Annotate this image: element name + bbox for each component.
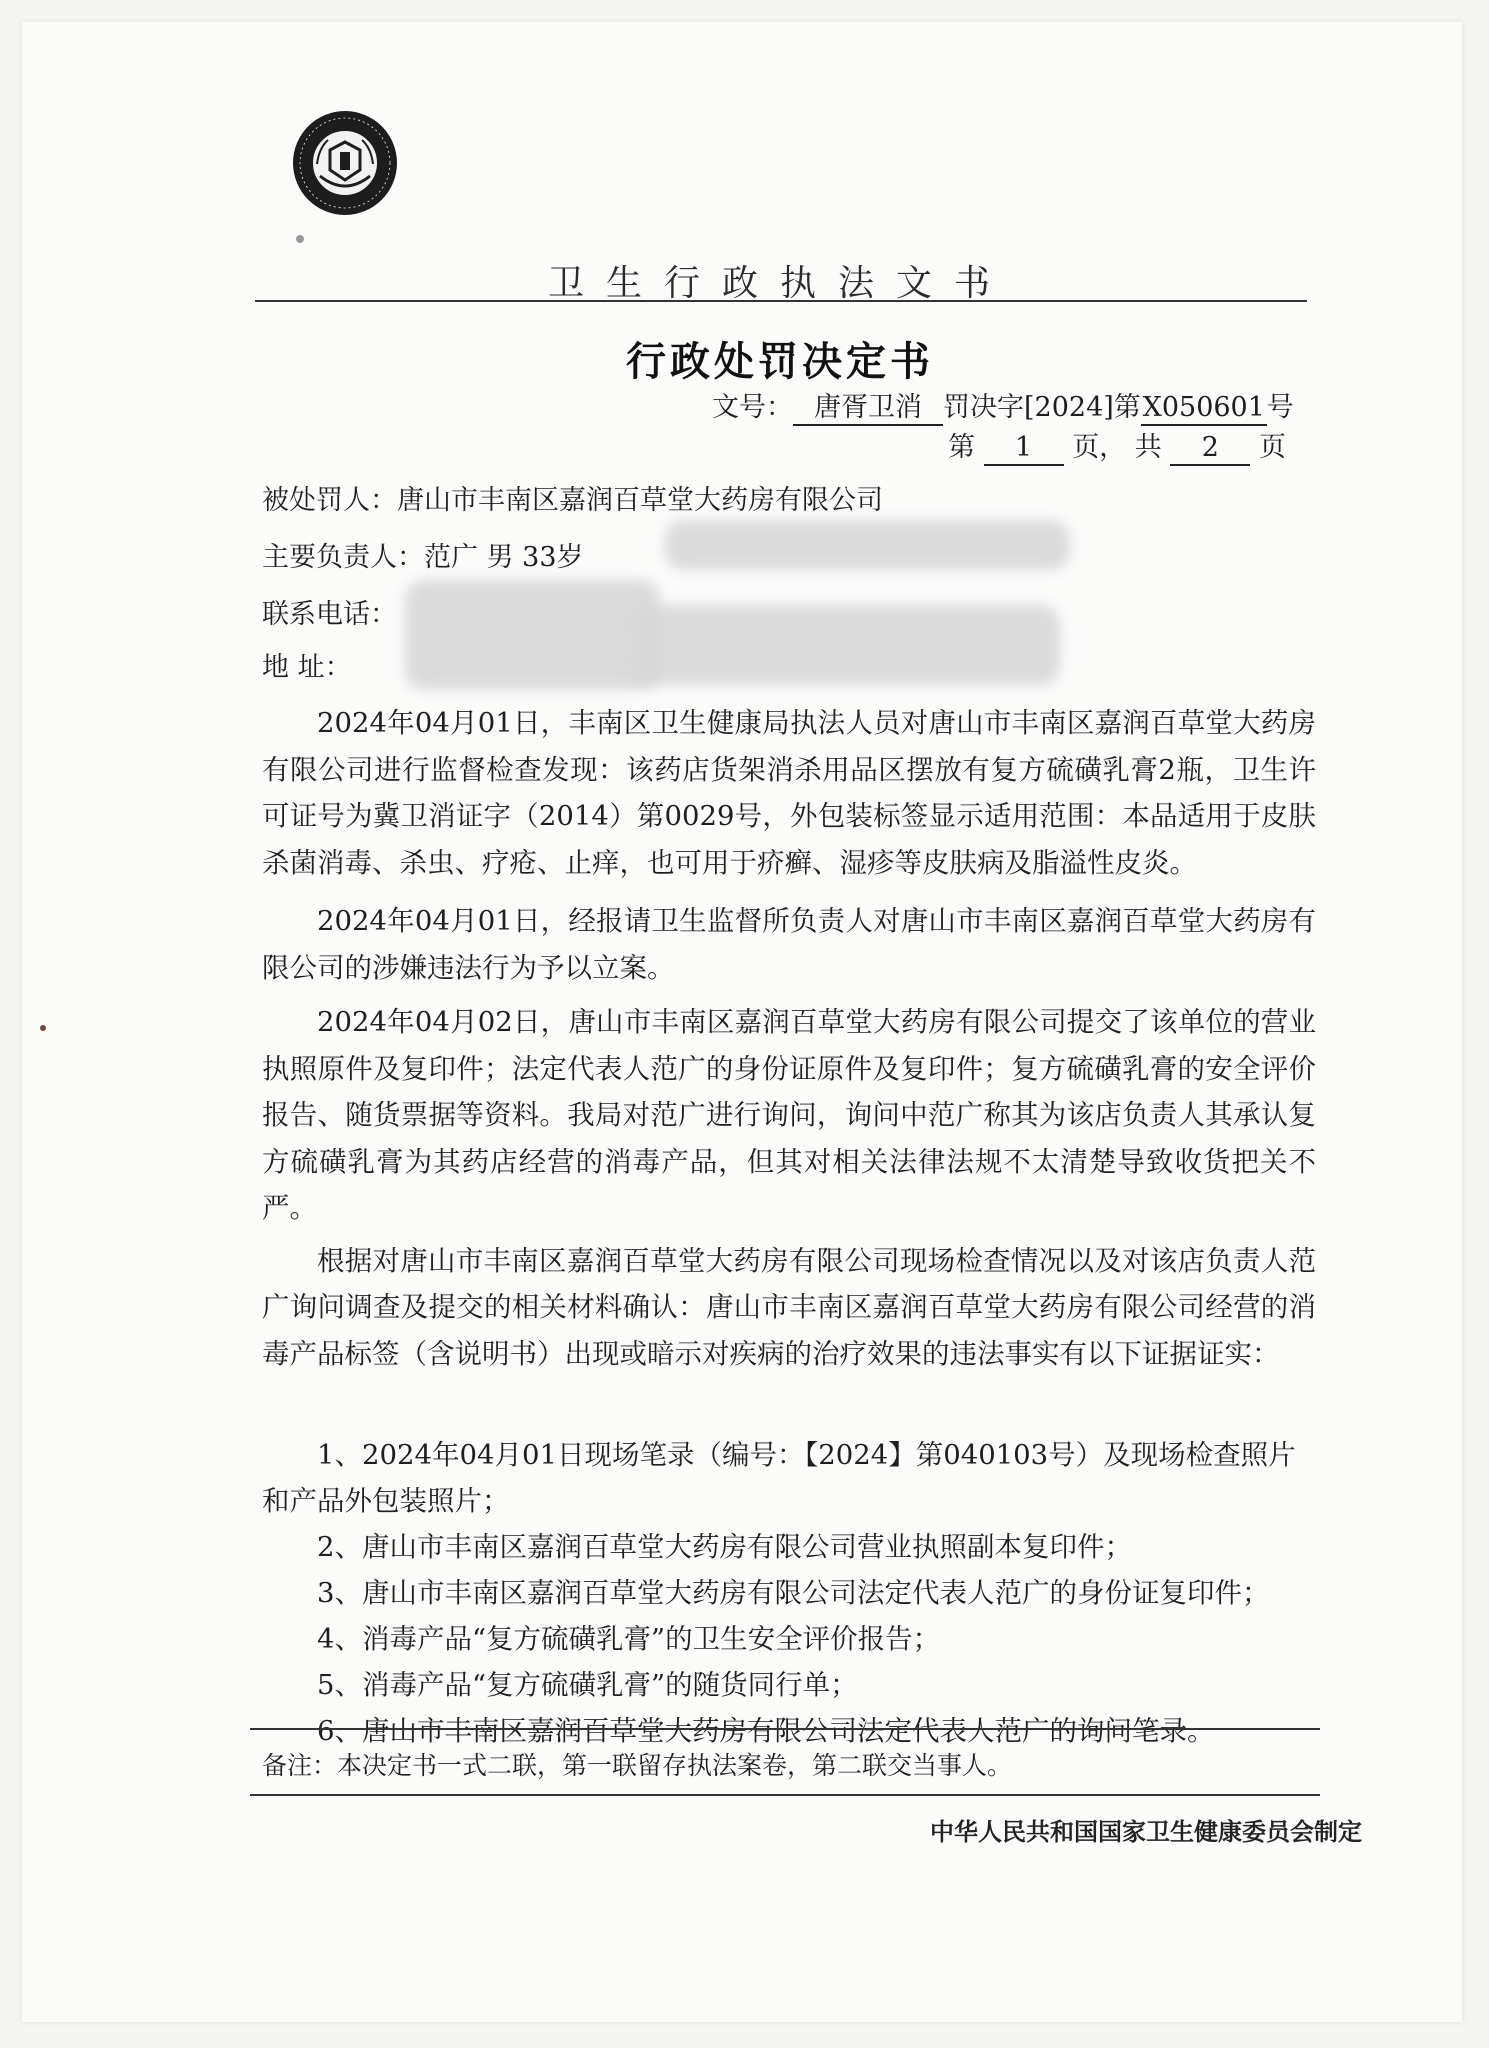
list-item: 5、消毒产品“复方硫磺乳膏”的随货同行单；: [317, 1669, 858, 1701]
doc-number-suffix: 号: [1266, 392, 1294, 423]
page-di: 第: [948, 432, 975, 463]
list-item: 1、2024年04月01日现场笔录（编号：【2024】第040103号）及现场检查照片和产品外包装照片；: [262, 1439, 1296, 1517]
party-head-label: 主要负责人：: [262, 542, 424, 573]
paragraph: 2024年04月01日，丰南区卫生健康局执法人员对唐山市丰南区嘉润百草堂大药房有限公司进行监督检查发现：该药店货架消杀用品区摆放有复方硫磺乳膏2瓶，卫生许可证号为冀卫消证字（2014）第0029号，外包装标签显示适用范围：本品适用于皮肤杀菌消毒、杀虫、疗疮、止痒，也可用于疥癣、湿疹等皮肤病及脂溢性皮炎。: [262, 707, 1316, 879]
body-text: [262, 700, 1316, 1377]
page-current: 1: [984, 432, 1064, 466]
doc-number-prefix: 唐胥卫消: [793, 392, 943, 426]
paper-speck: [296, 235, 304, 243]
party-address-label: 地 址：: [262, 652, 352, 683]
page-ye-gong: 页， 共: [1072, 432, 1162, 463]
party-name: 唐山市丰南区嘉润百草堂大药房有限公司: [397, 485, 883, 516]
redacted-region: [665, 520, 1070, 570]
footer-org: 中华人民共和国国家卫生健康委员会制定: [930, 1818, 1362, 1846]
series-title: 卫生行政执法文书: [547, 263, 1012, 304]
paragraph: 2024年04月02日，唐山市丰南区嘉润百草堂大药房有限公司提交了该单位的营业执照原件及复印件；法定代表人范广的身份证原件及复印件；复方硫磺乳膏的安全评价报告、随货票据等资料。我局对范广进行询问，询问中范广称其为该店负责人其承认复方硫磺乳膏为其药店经营的消毒产品，但其对相关法律法规不太清楚导致收货把关不严。: [262, 1006, 1316, 1224]
party-name-row: [262, 478, 883, 517]
redacted-region: [630, 605, 1060, 685]
party-head-row: [262, 535, 584, 574]
evidence-list: [262, 1432, 1316, 1754]
doc-number: [712, 388, 1294, 428]
party-head: 范广 男 33岁: [424, 542, 584, 573]
page-ye: 页: [1258, 432, 1286, 463]
paragraph: 2024年04月01日，经报请卫生监督所负责人对唐山市丰南区嘉润百草堂大药房有限公司的涉嫌违法行为予以立案。: [262, 905, 1316, 984]
redacted-region: [405, 580, 660, 690]
remark: 备注：本决定书一式二联，第一联留存执法案卷，第二联交当事人。: [262, 1751, 1013, 1780]
page-title: 行政处罚决定书: [626, 339, 934, 385]
doc-number-serial: X050601: [1141, 392, 1267, 426]
page-count: [948, 428, 1286, 468]
list-item: 6、唐山市丰南区嘉润百草堂大药房有限公司法定代表人范广的询问笔录。: [317, 1715, 1215, 1747]
list-item: 2、唐山市丰南区嘉润百草堂大药房有限公司营业执照副本复印件；: [317, 1531, 1132, 1563]
list-item: 4、消毒产品“复方硫磺乳膏”的卫生安全评价报告；: [317, 1623, 941, 1655]
header-divider: [255, 300, 1307, 302]
list-item: 3、唐山市丰南区嘉润百草堂大药房有限公司法定代表人范广的身份证复印件；: [317, 1577, 1270, 1609]
party-address-row: [262, 645, 352, 684]
remark-divider-top: [250, 1728, 1320, 1730]
page-total: 2: [1170, 432, 1250, 466]
doc-number-label: 文号：: [712, 392, 793, 423]
doc-number-middle: 罚决字[2024]第: [943, 392, 1141, 423]
remark-divider-bottom: [250, 1794, 1320, 1796]
party-name-label: 被处罚人：: [262, 485, 397, 516]
paper-speck: [40, 1025, 46, 1031]
health-inspection-emblem: [290, 108, 400, 218]
paragraph: 根据对唐山市丰南区嘉润百草堂大药房有限公司现场检查情况以及对该店负责人范广询问调查及提交的相关材料确认：唐山市丰南区嘉润百草堂大药房有限公司经营的消毒产品标签（含说明书）出现或暗示对疾病的治疗效果的违法事实有以下证据证实：: [262, 1244, 1316, 1370]
party-phone-label: 联系电话：: [262, 599, 397, 630]
party-phone-row: [262, 592, 397, 631]
